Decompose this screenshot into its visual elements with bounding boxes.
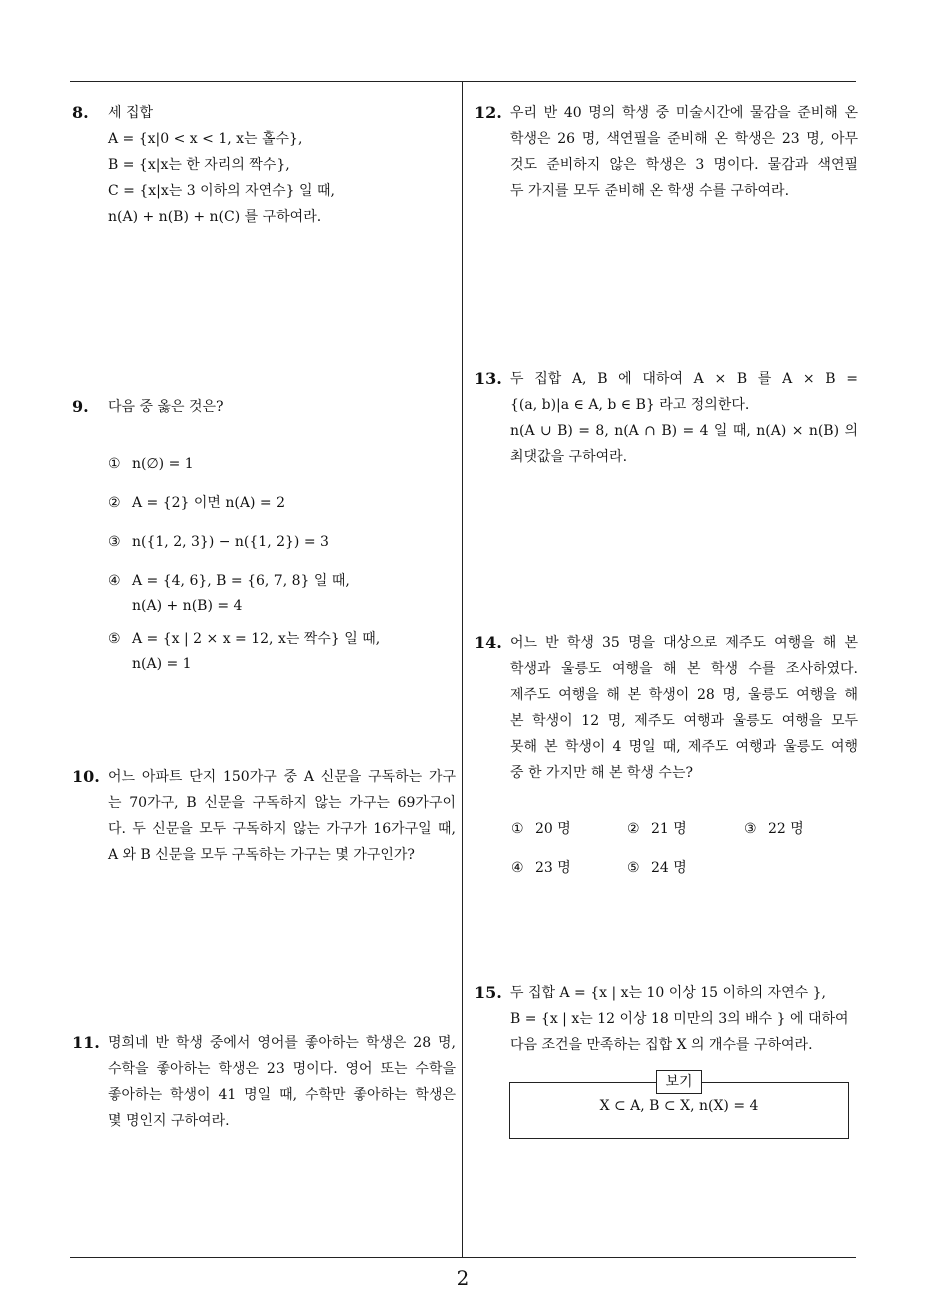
question-number: 9. (72, 397, 89, 416)
answer-choice[interactable] (627, 857, 687, 879)
question-text: 명희네 반 학생 중에서 영어를 좋아하는 학생은 28 명, (108, 1035, 456, 1051)
choice-mark: ④ (511, 860, 524, 876)
choice-mark: ③ (108, 534, 121, 550)
question-text: 두 집합 A, B 에 대하여 A × B 를 A × B = (510, 371, 858, 387)
question-text: A = {x|0 < x < 1, x는 홀수}, (108, 131, 303, 147)
answer-choice[interactable] (627, 818, 687, 840)
question-number: 14. (474, 633, 502, 652)
question-number: 10. (72, 767, 100, 786)
choice-mark: ⑤ (627, 860, 640, 876)
choice-text: n(∅) = 1 (132, 456, 194, 472)
question-number: 8. (72, 103, 89, 122)
question-15 (474, 980, 858, 1058)
choice-mark: ① (511, 821, 524, 837)
question-text: 는 70가구, B 신문을 구독하지 않는 가구는 69가구이 (108, 795, 456, 811)
question-text: 다음 중 옳은 것은? (108, 399, 224, 415)
question-text: 어느 반 학생 35 명을 대상으로 제주도 여행을 해 본 (510, 635, 858, 651)
question-text: 학생과 울릉도 여행을 해 본 학생 수를 조사하였다. (510, 661, 858, 677)
answer-choice[interactable] (108, 628, 380, 675)
answer-choice[interactable] (108, 453, 194, 475)
question-text: n(A ∪ B) = 8, n(A ∩ B) = 4 일 때, n(A) × n(B) 의 (510, 423, 858, 439)
choice-text: 24 명 (651, 860, 687, 876)
answer-choice[interactable] (108, 570, 350, 617)
answer-choice[interactable] (511, 818, 571, 840)
choice-text: 23 명 (535, 860, 571, 876)
question-text: 다음 조건을 만족하는 집합 X 의 개수를 구하여라. (510, 1037, 813, 1053)
choice-mark: ③ (744, 821, 757, 837)
question-text: 중 한 가지만 해 본 학생 수는? (510, 765, 693, 781)
question-9 (72, 394, 456, 420)
choice-text: A = {x | 2 × x = 12, x는 짝수} 일 때, (132, 631, 381, 647)
question-number: 11. (72, 1033, 100, 1052)
column-divider (462, 82, 463, 1257)
choice-text-continued: n(A) + n(B) = 4 (132, 598, 243, 614)
question-number: 12. (474, 103, 502, 122)
choice-mark: ⑤ (108, 631, 121, 647)
question-text: 어느 아파트 단지 150가구 중 A 신문을 구독하는 가구 (108, 769, 456, 785)
question-text: A 와 B 신문을 모두 구독하는 가구는 몇 가구인가? (108, 847, 415, 863)
question-8 (72, 100, 456, 230)
question-number: 13. (474, 369, 502, 388)
question-text: 좋아하는 학생이 41 명일 때, 수학만 좋아하는 학생은 (108, 1087, 456, 1103)
question-text: 수학을 좋아하는 학생은 23 명이다. 영어 또는 수학을 (108, 1061, 456, 1077)
question-number: 15. (474, 983, 502, 1002)
choice-text-continued: n(A) = 1 (132, 656, 192, 672)
question-text: 제주도 여행을 해 본 학생이 28 명, 울릉도 여행을 해 (510, 687, 858, 703)
question-text: 본 학생이 12 명, 제주도 여행과 울릉도 여행을 모두 (510, 713, 858, 729)
choice-text: 21 명 (651, 821, 687, 837)
question-text: 두 집합 A = {x | x는 10 이상 15 이하의 자연수 }, (510, 985, 826, 1001)
question-text: {(a, b)|a ∈ A, b ∈ B} 라고 정의한다. (510, 397, 750, 413)
question-text: 최댓값을 구하여라. (510, 449, 628, 465)
condition-box-label: 보기 (656, 1070, 702, 1094)
question-13 (474, 366, 858, 470)
question-text: 것도 준비하지 않은 학생은 3 명이다. 물감과 색연필 (510, 157, 858, 173)
question-12 (474, 100, 858, 204)
question-10 (72, 764, 456, 868)
question-text: 우리 반 40 명의 학생 중 미술시간에 물감을 준비해 온 (510, 105, 858, 121)
choice-text: n({1, 2, 3}) − n({1, 2}) = 3 (132, 534, 329, 550)
bottom-rule (70, 1257, 856, 1258)
choice-text: A = {2} 이면 n(A) = 2 (132, 495, 286, 511)
choice-text: 22 명 (768, 821, 804, 837)
answer-choice[interactable] (511, 857, 571, 879)
question-text: B = {x | x는 12 이상 18 미만의 3의 배수 } 에 대하여 (510, 1011, 849, 1027)
answer-choice[interactable] (744, 818, 804, 840)
answer-choice[interactable] (108, 492, 285, 514)
condition-box-content: X ⊂ A, B ⊂ X, n(X) = 4 (599, 1098, 759, 1114)
question-text: 다. 두 신문을 모두 구독하지 않는 가구가 16가구일 때, (108, 821, 456, 837)
choice-mark: ② (108, 495, 121, 511)
question-text: 학생은 26 명, 색연필을 준비해 온 학생은 23 명, 아무 (510, 131, 858, 147)
choice-mark: ② (627, 821, 640, 837)
question-11 (72, 1030, 456, 1134)
question-14 (474, 630, 858, 786)
choice-mark: ① (108, 456, 121, 472)
question-text: B = {x|x는 한 자리의 짝수}, (108, 157, 290, 173)
answer-choice[interactable] (108, 531, 329, 553)
question-text: 못해 본 학생이 4 명일 때, 제주도 여행과 울릉도 여행 (510, 739, 858, 755)
question-text: 몇 명인지 구하여라. (108, 1113, 230, 1129)
question-text: 세 집합 (108, 105, 154, 121)
question-text: 두 가지를 모두 준비해 온 학생 수를 구하여라. (510, 183, 790, 199)
question-text: n(A) + n(B) + n(C) 를 구하여라. (108, 209, 322, 225)
choice-text: 20 명 (535, 821, 571, 837)
page-number: 2 (456, 1266, 470, 1290)
choice-text: A = {4, 6}, B = {6, 7, 8} 일 때, (132, 573, 350, 589)
top-rule (70, 81, 856, 82)
choice-mark: ④ (108, 573, 121, 589)
question-text: C = {x|x는 3 이하의 자연수} 일 때, (108, 183, 335, 199)
